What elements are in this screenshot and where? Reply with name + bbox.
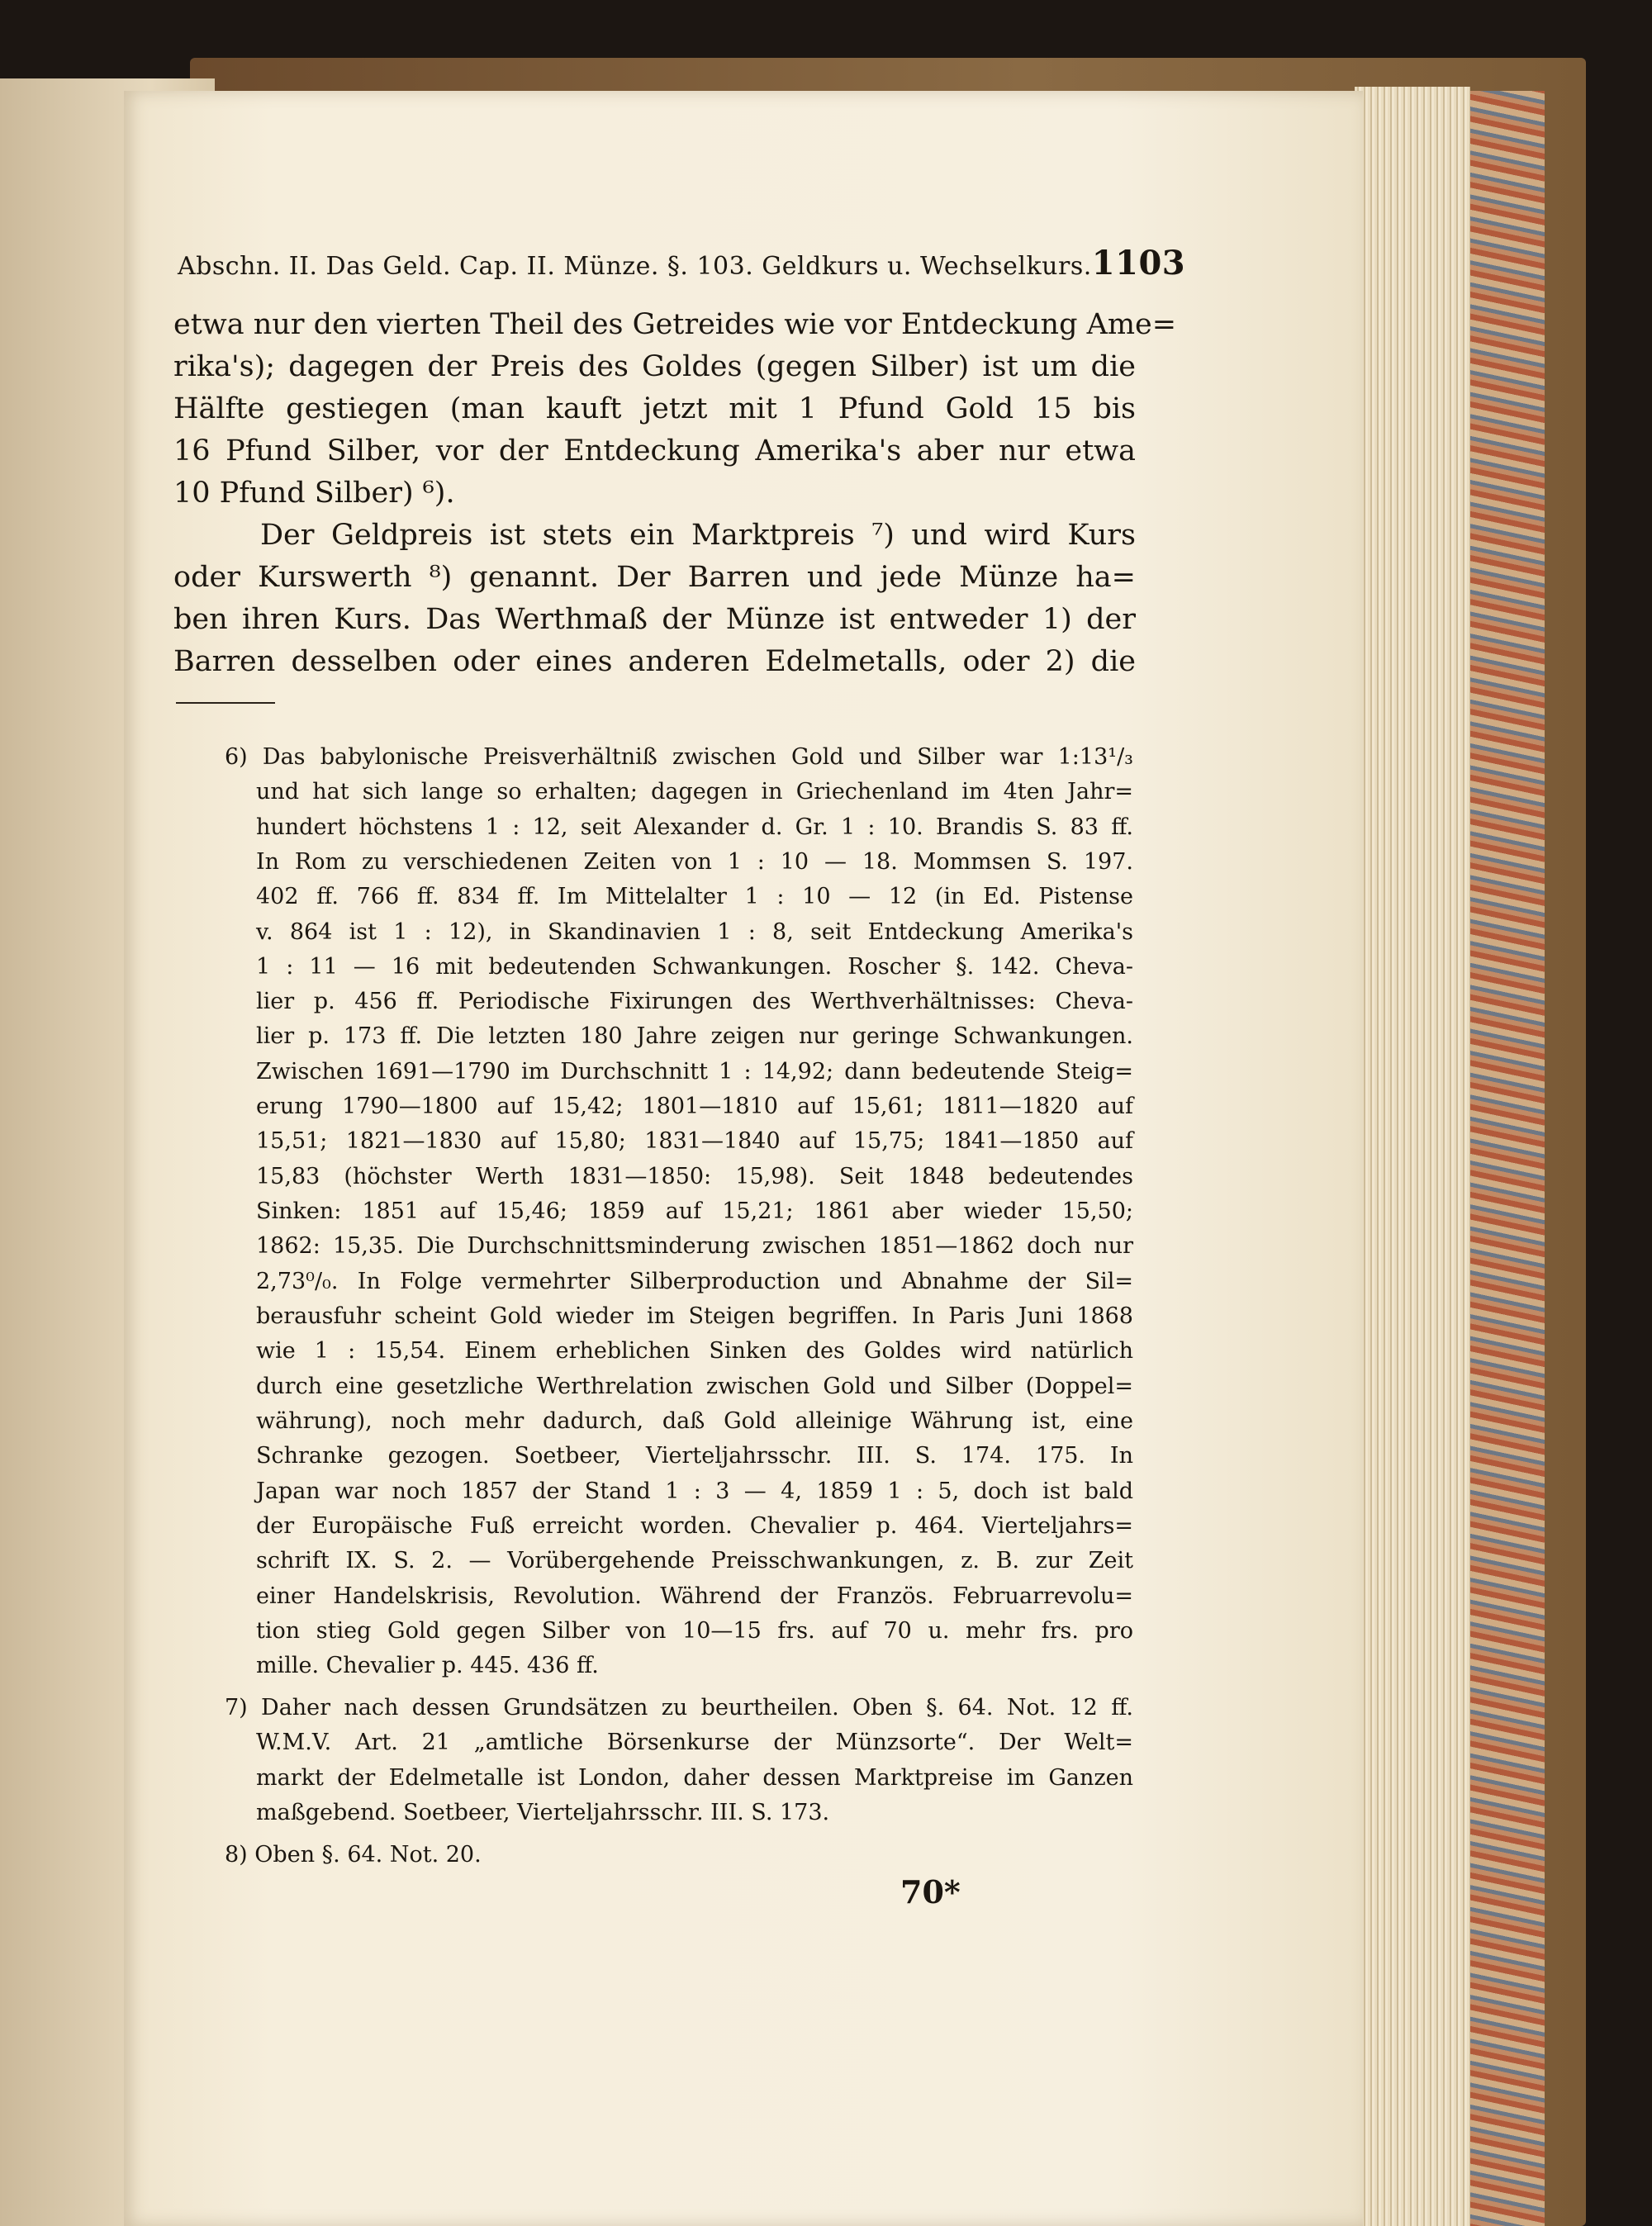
- footnote-line: erung 1790—1800 auf 15,42; 1801—1810 auf 15,61; 1811—1820 auf: [256, 1094, 1133, 1119]
- footnote-line: hundert höchstens 1 : 12, seit Alexander d. Gr. 1 : 10. Brandis S. 83 ff.: [256, 814, 1133, 840]
- footnote-line: 402 ff. 766 ff. 834 ff. Im Mittelalter 1 : 10 — 12 (in Ed. Pistense: [256, 884, 1133, 909]
- body-line: oder Kurswerth ⁸) genannt. Der Barren und jede Münze ha=: [173, 561, 1136, 594]
- footnote-separator: [176, 702, 275, 704]
- page-number: 1103: [1091, 244, 1186, 282]
- footnote-line: Japan war noch 1857 der Stand 1 : 3 — 4, 1859 1 : 5, doch ist bald: [256, 1478, 1133, 1504]
- footnote-line: tion stieg Gold gegen Silber von 10—15 frs. auf 70 u. mehr frs. pro: [256, 1618, 1133, 1644]
- footnote-line: der Europäische Fuß erreicht worden. Chevalier p. 464. Vierteljahrs=: [256, 1513, 1133, 1539]
- footnote-line: und hat sich lange so erhalten; dagegen in Griechenland im 4ten Jahr=: [256, 779, 1133, 804]
- body-line: rika's); dagegen der Preis des Goldes (gegen Silber) ist um die: [173, 350, 1136, 383]
- body-line: 10 Pfund Silber) ⁶).: [173, 477, 455, 510]
- running-head-title: Abschn. II. Das Geld. Cap. II. Münze. §. 103. Geldkurs u. Wechselkurs.: [178, 252, 1092, 281]
- signature-mark: 70*: [900, 1873, 961, 1910]
- body-line: Der Geldpreis ist stets ein Marktpreis ⁷) und wird Kurs: [260, 519, 1136, 552]
- footnote-line: maßgebend. Soetbeer, Vierteljahrsschr. III. S. 173.: [256, 1800, 830, 1825]
- footnote-line: Zwischen 1691—1790 im Durchschnitt 1 : 14,92; dann bedeutende Steig=: [256, 1059, 1133, 1085]
- page-stack-edge: [1355, 87, 1470, 2226]
- body-line: 16 Pfund Silber, vor der Entdeckung Amerika's aber nur etwa: [173, 434, 1136, 468]
- footnote-line: lier p. 456 ff. Periodische Fixirungen des Werthverhältnisses: Cheva-: [256, 989, 1133, 1014]
- footnote-line: 1 : 11 — 16 mit bedeutenden Schwankungen. Roscher §. 142. Cheva-: [256, 954, 1133, 980]
- footnote-line: 1862: 15,35. Die Durchschnittsminderung zwischen 1851—1862 doch nur: [256, 1233, 1133, 1259]
- footnote-line: 8) Oben §. 64. Not. 20.: [225, 1842, 482, 1868]
- body-line: Hälfte gestiegen (man kauft jetzt mit 1 Pfund Gold 15 bis: [173, 392, 1136, 425]
- footnote-line: 2,73⁰/₀. In Folge vermehrter Silberproduction und Abnahme der Sil=: [256, 1269, 1133, 1294]
- footnote-line: 7) Daher nach dessen Grundsätzen zu beurtheilen. Oben §. 64. Not. 12 ff.: [225, 1695, 1133, 1721]
- footnote-line: durch eine gesetzliche Werthrelation zwischen Gold und Silber (Doppel=: [256, 1374, 1133, 1399]
- footnote-line: berausfuhr scheint Gold wieder im Steigen begriffen. In Paris Juni 1868: [256, 1303, 1133, 1329]
- body-line: Barren desselben oder eines anderen Edelmetalls, oder 2) die: [173, 645, 1136, 678]
- footnote-line: schrift IX. S. 2. — Vorübergehende Preisschwankungen, z. B. zur Zeit: [256, 1548, 1133, 1573]
- footnote-line: einer Handelskrisis, Revolution. Während der Französ. Februarrevolu=: [256, 1583, 1133, 1609]
- running-header: [178, 244, 1186, 282]
- footnote-line: 15,83 (höchster Werth 1831—1850: 15,98). Seit 1848 bedeutendes: [256, 1164, 1133, 1189]
- footnote-line: lier p. 173 ff. Die letzten 180 Jahre zeigen nur geringe Schwankungen.: [256, 1023, 1133, 1049]
- footnote-line: Sinken: 1851 auf 15,46; 1859 auf 15,21; 1861 aber wieder 15,50;: [256, 1198, 1133, 1224]
- footnote-line: W.M.V. Art. 21 „amtliche Börsenkurse der Münzsorte“. Der Welt=: [256, 1730, 1133, 1755]
- footnote-line: währung), noch mehr dadurch, daß Gold alleinige Währung ist, eine: [256, 1408, 1133, 1434]
- footnote-line: wie 1 : 15,54. Einem erheblichen Sinken des Goldes wird natürlich: [256, 1338, 1133, 1364]
- footnote-line: 6) Das babylonische Preisverhältniß zwischen Gold und Silber war 1:13¹/₃: [225, 744, 1133, 770]
- footnote-line: mille. Chevalier p. 445. 436 ff.: [256, 1653, 599, 1678]
- footnote-line: 15,51; 1821—1830 auf 15,80; 1831—1840 auf 15,75; 1841—1850 auf: [256, 1128, 1133, 1154]
- body-line: ben ihren Kurs. Das Werthmaß der Münze ist entweder 1) der: [173, 603, 1136, 636]
- body-line: etwa nur den vierten Theil des Getreides wie vor Entdeckung Ame=: [173, 308, 1177, 341]
- footnote-line: v. 864 ist 1 : 12), in Skandinavien 1 : 8, seit Entdeckung Amerika's: [256, 919, 1133, 945]
- footnote-line: Schranke gezogen. Soetbeer, Vierteljahrsschr. III. S. 174. 175. In: [256, 1443, 1133, 1469]
- footnote-line: In Rom zu verschiedenen Zeiten von 1 : 10 — 18. Mommsen S. 197.: [256, 849, 1133, 875]
- footnote-line: markt der Edelmetalle ist London, daher dessen Marktpreise im Ganzen: [256, 1765, 1133, 1791]
